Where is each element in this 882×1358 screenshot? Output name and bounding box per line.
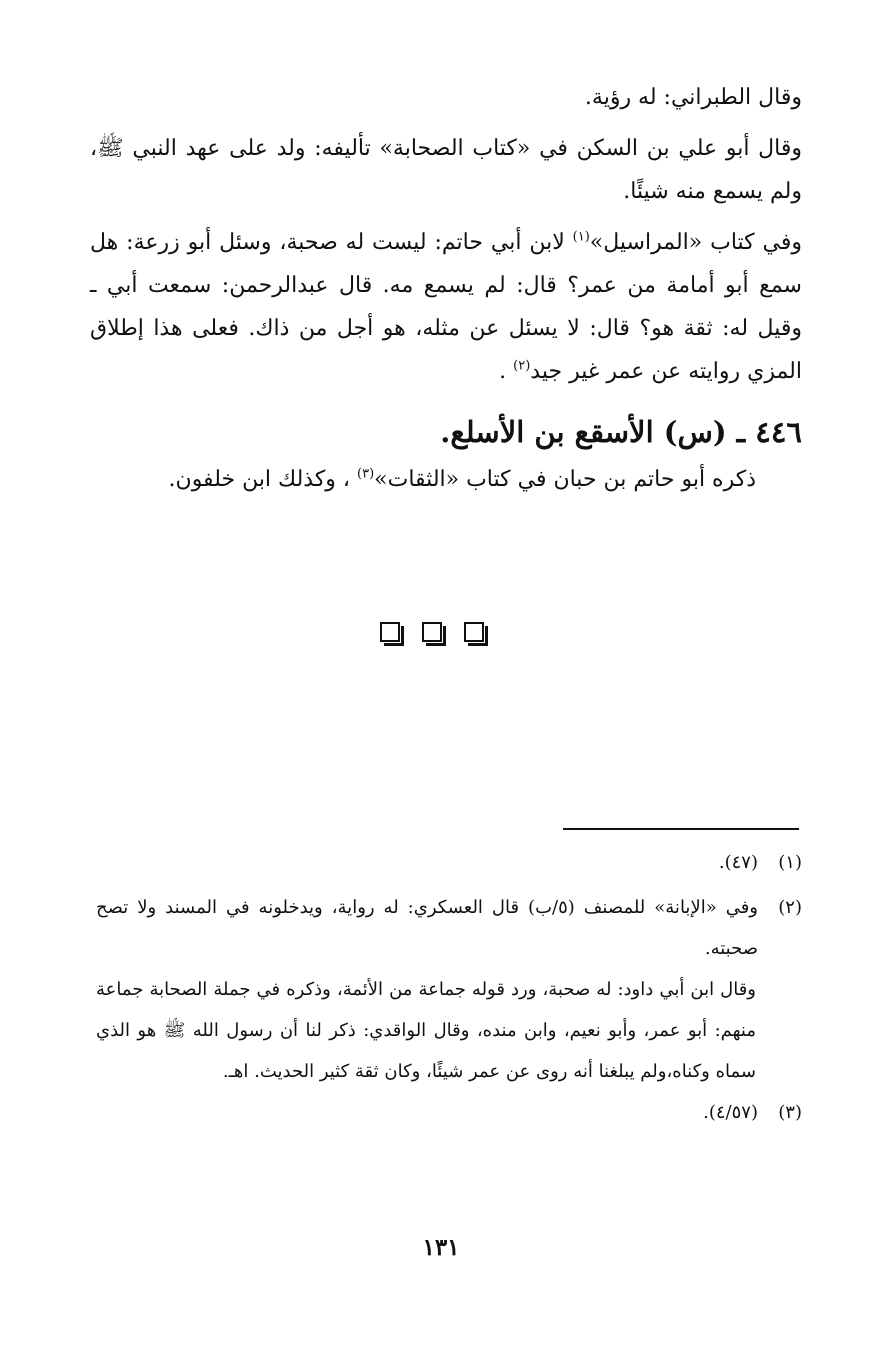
ornament-box-icon [422,622,442,642]
footnote-separator [563,828,799,830]
paragraph-ibn-al-sakan: وقال أبو علي بن السكن في «كتاب الصحابة» تأليفه: ولد على عهد النبي ﷺ، ولم يسمع منه شيئًا. [90,136,802,204]
footnote-ref-1: (١) [572,229,590,245]
footnotes [96,842,802,1133]
footnote-1-number: (١) [778,852,802,873]
entry-text-end: ، وكذلك ابن خلفون. [168,467,358,492]
footnote-3-number: (٣) [778,1102,802,1123]
footnote-ref-3: (٣) [357,466,375,482]
footnote-2 [96,887,802,969]
footnote-1 [96,842,802,883]
entry-text [90,460,802,500]
footnote-2-continuation: وقال ابن أبي داود: له صحبة، ورد قوله جماعة من الأئمة، وذكره في جملة الصحابة جماعة منهم: أبو عمر، وأبو نعيم، وابن منده، وقال الواقدي: ذكر لنا أن رسول الله ﷺ هو الذي سماه وكناه،ولم يبلغنا أنه روى عن عمر شيئًا، وكان ثقة كثير الحديث. اهـ. [96,979,756,1082]
paragraph-maraseel-body: لابن أبي حاتم: ليست له صحبة، وسئل أبو زرعة: هل سمع أبو أمامة من عمر؟ قال: لم يسمع مه. قال عبدالرحمن: سمعت أبي ـ وقيل له: ثقة هو؟ قال: لا يسئل عن مثله، هو أجل من ذاك. فعلى هذا إطلاق المزي روايته عن عمر غير جيد [90,230,802,384]
section-divider-ornament [380,622,484,642]
footnote-3 [96,1092,802,1133]
paragraph-tabarani: وقال الطبراني: له رؤية. [584,85,802,110]
page-number: ١٣١ [422,1234,460,1261]
footnote-3-text: (٤/٥٧). [703,1102,758,1123]
entry-446 [90,412,802,500]
ornament-box-icon [464,622,484,642]
footnote-1-text: (٤٧). [718,852,758,873]
footnote-2-number: (٢) [778,897,802,918]
paragraph-maraseel [90,221,802,393]
ornament-box-icon [380,622,400,642]
footnote-ref-2: (٢) [513,358,531,374]
entry-heading: ٤٤٦ ـ (س) الأسقع بن الأسلع. [440,415,802,449]
main-text [90,76,802,393]
entry-text-start: ذكره أبو حاتم بن حبان في كتاب «الثقات» [374,467,756,492]
footnote-2-text: وفي «الإبانة» للمصنف (٥/ب) قال العسكري: له رواية، ويدخلونه في المسند ولا تصح صحبته. [96,897,758,959]
paragraph-maraseel-start: وفي كتاب «المراسيل» [589,230,802,255]
paragraph-maraseel-end: . [499,359,514,384]
